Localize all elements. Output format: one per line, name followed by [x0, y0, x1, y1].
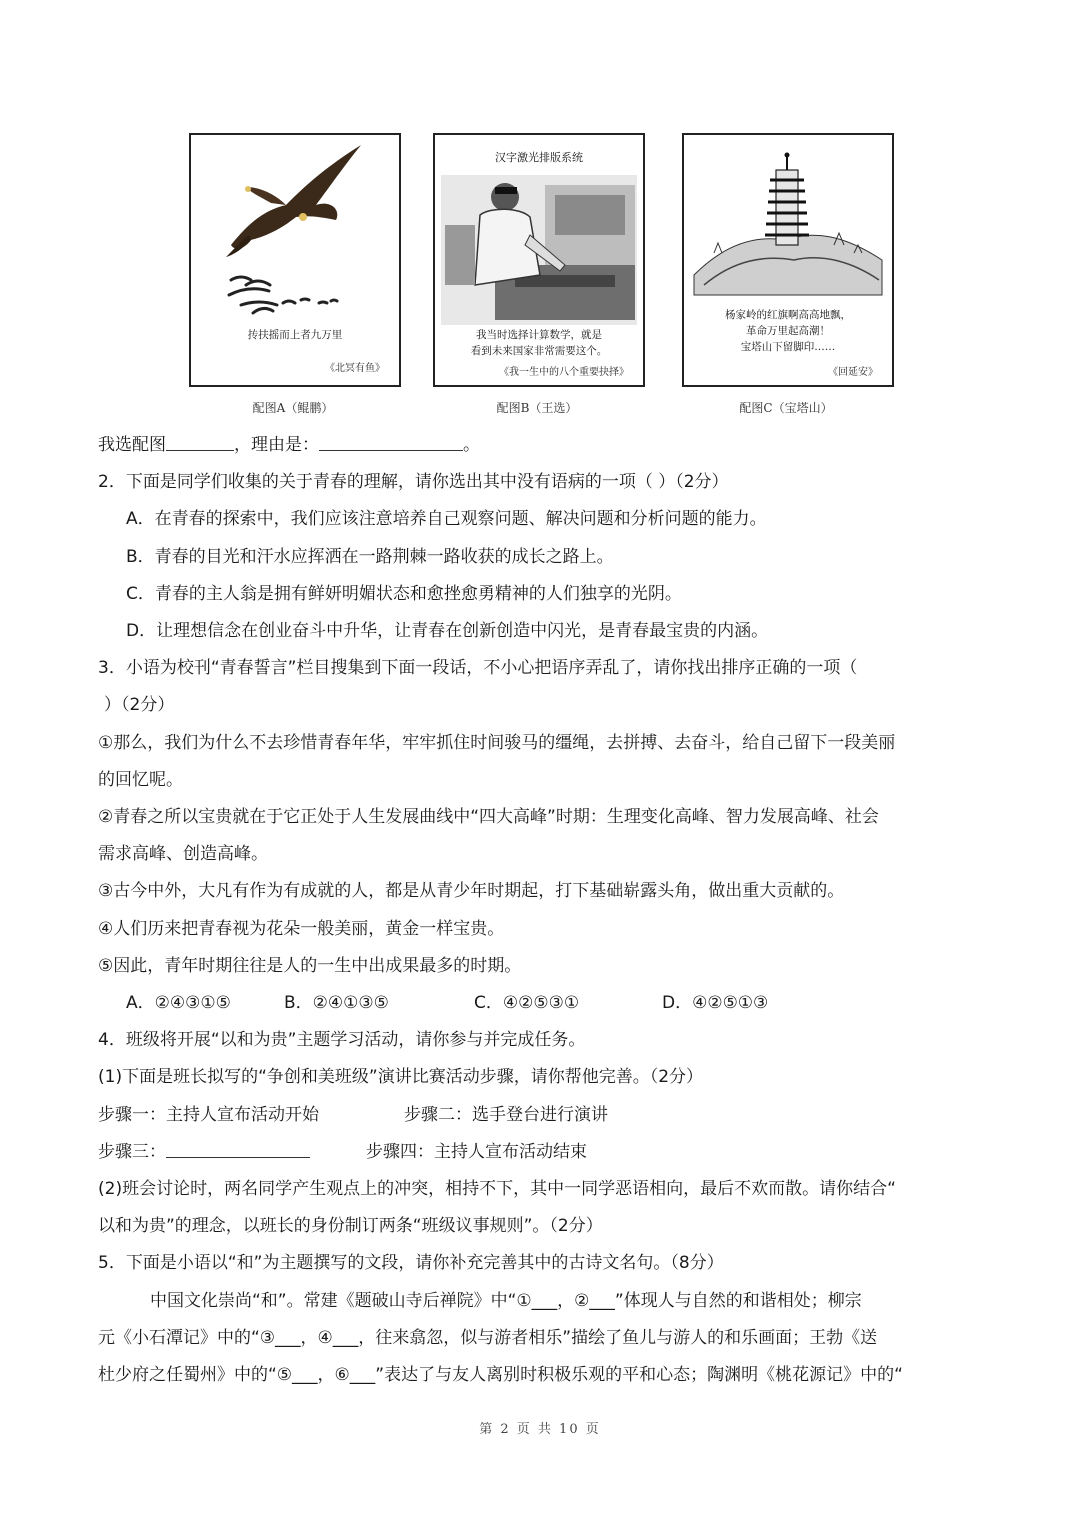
- q3-sentence-5: ⑤因此，青年时期往往是人的一生中出成果最多的时期。: [98, 955, 522, 976]
- figure-b-wangxuan: [433, 133, 645, 387]
- q3-sentence-2b: 需求高峰、创造高峰。: [98, 844, 268, 865]
- q4-step2: 步骤二：选手登台进行演讲: [404, 1104, 608, 1125]
- figure-b-text-1: 我当时选择计算数学，就是: [476, 329, 602, 341]
- q1-reason-label: ，理由是：: [234, 435, 319, 455]
- figure-a-eagle: [189, 133, 401, 387]
- q4-steps-row1: [98, 1097, 988, 1134]
- q3-option-b: B．②④①③⑤: [284, 993, 389, 1014]
- q5-stem: 5．下面是小语以“和”为主题撰写的文段，请你补充完善其中的古诗文名句。（8分）: [98, 1253, 724, 1274]
- q3-option-c: C．④②⑤③①: [474, 993, 580, 1014]
- question-content: [98, 427, 988, 1394]
- q4-part2-line1: (2)班会讨论时，两名同学产生观点上的冲突，相持不下，其中一同学恶语相向，最后不欢而散。请你结合“: [98, 1179, 896, 1200]
- q4-step3-label: 步骤三：: [98, 1141, 166, 1162]
- q5-para-line2: 元《小石潭记》中的“③___，④___，往来翕忽，似与游者相乐”描绘了鱼儿与游人的和乐画面；王勃《送: [98, 1327, 878, 1348]
- q4-stem: 4．班级将开展“以和为贵”主题学习活动，请你参与并完成任务。: [98, 1030, 586, 1051]
- q2-option-a: A．在青春的探索中，我们应该注意培养自己观察问题、解决问题和分析问题的能力。: [126, 509, 767, 530]
- q4-step3-blank[interactable]: [166, 1139, 310, 1158]
- q2-stem: 2．下面是同学们收集的关于青春的理解，请你选出其中没有语病的一项（ ）（2分）: [98, 472, 729, 493]
- figure-c-source: 《回延安》: [828, 367, 878, 378]
- q3-option-a: A．②④③①⑤: [126, 993, 231, 1014]
- q2-option-c: C．青春的主人翁是拥有鲜妍明媚状态和愈挫愈勇精神的人们独享的光阴。: [126, 583, 682, 604]
- q4-steps-row2: [98, 1134, 988, 1171]
- q1-reason-blank[interactable]: [319, 432, 463, 451]
- q2-option-b: B．青春的目光和汗水应挥洒在一路荆棘一路收获的成长之路上。: [126, 546, 614, 567]
- q2-option-d: D．让理想信念在创业奋斗中升华，让青春在创新创造中闪光，是青春最宝贵的内涵。: [126, 621, 769, 642]
- q3-sentence-3: ③古今中外，大凡有作为有成就的人，都是从青少年时期起，打下基础崭露头角，做出重大贡献的。: [98, 881, 845, 902]
- figure-c-pagoda: [682, 133, 894, 387]
- q3-stem-line2: ）（2分）: [104, 695, 175, 716]
- q3-sentence-2a: ②青春之所以宝贵就在于它正处于人生发展曲线中“四大高峰”时期：生理变化高峰、智力发展高峰、社会: [98, 807, 879, 828]
- q5-para-line3: 杜少府之任蜀州》中的“⑤___，⑥___”表达了与友人离别时积极乐观的平和心态；陶渊明《桃花源记》中的“: [98, 1365, 903, 1386]
- figure-c-text-3: 宝塔山下留脚印……: [740, 341, 836, 353]
- q3-options: [98, 985, 988, 1022]
- figure-a-caption: 配图A（鲲鹏）: [252, 401, 334, 415]
- q3-sentence-4: ④人们历来把青春视为花朵一般美丽，黄金一样宝贵。: [98, 918, 505, 939]
- q4-part1: (1)下面是班长拟写的“争创和美班级”演讲比赛活动步骤，请你帮他完善。（2分）: [98, 1067, 704, 1088]
- q3-stem-line1: 3．小语为校刊“青春誓言”栏目搜集到下面一段话，不小心把语序弄乱了，请你找出排序正确的一项（: [98, 658, 858, 679]
- q4-step4: 步骤四：主持人宣布活动结束: [366, 1141, 587, 1162]
- q1-answer-line: [98, 427, 988, 464]
- q1-figure-blank[interactable]: [166, 432, 234, 451]
- figure-a-source: 《北冥有鱼》: [325, 363, 385, 374]
- q1-prefix: 我选配图: [98, 435, 166, 455]
- q4-step1: 步骤一：主持人宣布活动开始: [98, 1104, 319, 1125]
- figure-c-caption: 配图C（宝塔山）: [739, 401, 833, 415]
- figure-a-text: 抟扶摇而上者九万里: [247, 329, 343, 341]
- page-footer: 第 2 页 共 10 页: [479, 1422, 601, 1437]
- figure-b-title: 汉字激光排版系统: [495, 151, 583, 164]
- q1-suffix: 。: [463, 435, 480, 455]
- figure-b-source: 《我一生中的八个重要抉择》: [499, 367, 629, 378]
- q4-part2-line2: 以和为贵”的理念，以班长的身份制订两条“班级议事规则”。（2分）: [98, 1216, 603, 1237]
- q3-sentence-1b: 的回忆呢。: [98, 769, 183, 790]
- figure-b-caption: 配图B（王选）: [496, 401, 578, 415]
- figure-c-text-2: 革命万里起高潮！: [746, 325, 830, 337]
- figure-b-text-2: 看到未来国家非常需要这个。: [470, 345, 608, 357]
- eagle-illustration: [191, 135, 399, 385]
- q3-sentence-1a: ①那么，我们为什么不去珍惜青春年华，牢牢抓住时间骏马的缰绳，去拼搏、去奋斗，给自己留下一段美丽: [98, 732, 896, 753]
- figure-c-text-1: 杨家岭的红旗啊高高地飘，: [725, 309, 851, 321]
- q5-para-line1: 中国文化崇尚“和”。常建《题破山寺后禅院》中“①___，②___”体现人与自然的和谐相处；柳宗: [150, 1290, 862, 1311]
- q3-option-d: D．④②⑤①③: [662, 993, 769, 1014]
- figure-row: [0, 0, 1080, 430]
